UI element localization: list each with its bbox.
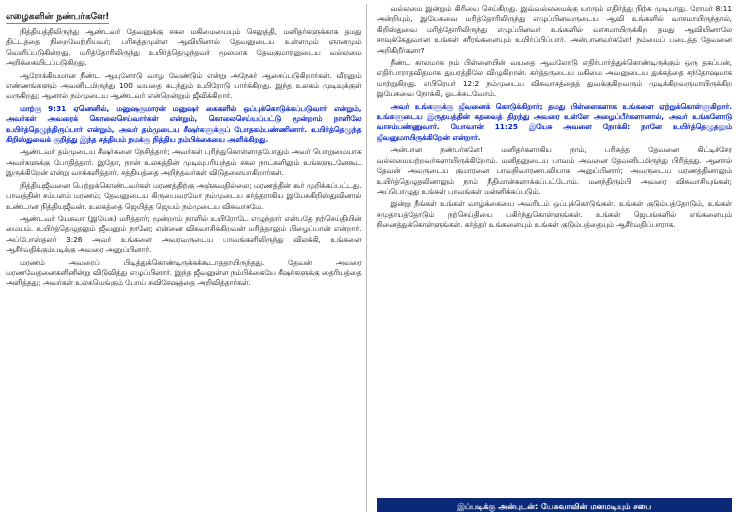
paragraph: இன்று நீங்கள் உங்கள் வாழ்க்கையை அவரிடம் ஒப்புக்கொடுங்கள். உங்கள் குடும்பத்தோடும், உங்கள் சமுதாயத்தோடும் நற்செய்தியை பகிர்ந்துகொள்ளுங்கள். உங்கள் ஜெபங்களில் எங்களையும் நினைத்துக்கொள்ளுங்கள். கர்த்தர் உங்களையும் உங்கள் குடும்பத்தையும் ஆசீர்வதிப்பாராக. (376, 199, 732, 230)
signature-footer: இப்படிக்கு அன்புடன்: யேசுவாவின் மனமடியும் சபை (377, 498, 733, 512)
scripture-paragraph: மாற்கு 9:31 ஏனெனில், மனுஷகுமாரன் மனுஷர் கைகளில் ஒப்புக்கொடுக்கப்படுவார் என்றும், அவர்கள் அவரைக் கொலைசெய்வார்கள் என்றும், கொலைசெய்யப்பட்டு மூன்றாம் நாளிலே உயிர்த்தெழுந்திருப்பார் என்றும், அவர் தம்முடைய சீஷர்களுக்குப் போதகம்பண்ணினார். உயிர்த்தெழுந்த கிறிஸ்துவைக் குறித்து இந்த சத்தியம் நமக்கு நித்திய நம்பிக்கையை அளிக்கிறது. (6, 103, 362, 145)
left-column (6, 4, 367, 512)
paragraph: மரணம் அவரைப் பிடித்துக்கொண்டிருக்கக்கூடாததாயிருந்தது. தேவன் அவரை மரணவேதனைகளினின்று விடுவித்து எழுப்பினார். இந்த ஜீவனுள்ள நம்பிக்கையே சீஷர்களுக்கு தைரியத்தை அளித்தது; அவர்கள் உலகமெங்கும் போய் சுவிசேஷத்தை அறிவித்தார்கள். (6, 257, 362, 288)
paragraph: அன்பான நண்பர்களே! மனிதர்களாகிய நாம், பரிசுத்த தேவனை கிட்டிச்சேர வல்லமையற்றவர்களாயிருக்கிறோம். மனிதனுடைய பாவம் அவனை தேவனிடமிருந்து பிரித்தது. ஆனால் தேவன் அவருடைய குமாரனை பாவநிவாரணபலியாக அனுப்பினார்; அவருடைய மரணத்தினாலும் உயிர்த்தெழுதலினாலும் நாம் நீதிமான்களாக்கப்பட்டோம். மனந்திரும்பி அவரை விசுவாசியுங்கள்; அப்பொழுது உங்கள் பாவங்கள் மன்னிக்கப்படும். (376, 145, 732, 196)
greeting-heading: எழைகளின் நண்பர்களே! (6, 12, 110, 22)
paragraph: நித்தியத்திலிருந்து ஆண்டவர் தேவனுக்கு சகல மகிமையையும் செலுத்தி, மனிதர்களுக்காக தமது திட்டத்தை நிறைவேற்றியவர்; பரிசுத்தமுள்ள ஆவியினால் தேவனுடைய உள்ளமும் ஞானமும் வெளிப்படுகின்றது. மரித்தோரிலிருந்து உயிர்த்தெழுந்தவர் மூலமாக தேவகுமாரனுடைய வல்லமை அறிக்கையிடப்படுகிறது. (6, 27, 362, 68)
right-column (377, 4, 733, 512)
paragraph: ஆரோக்கியமான நீண்ட ஆயுளோடு வாழ வேண்டும் என்று அநேகர் ஆசைப்படுகிறார்கள். வீரனும் எண்ணங்களும் அவனிடமிருந்து 100 வயதை கடந்தும் உயிரோடு பார்க்கிறது. இந்த உலகம் முடிவுக்குள் வருகிறது; ஆனால் நம்முடைய ஆண்டவர் என்றென்றும் ஜீவிக்கிறார். (6, 70, 362, 101)
paragraph: நீண்ட காலமாக நம் பிள்ளையின் வயதை ஆவலோடு எதிர்பார்த்துக்கொண்டிருக்கும் ஒரு தகப்பன், எதிர்பாராதவிதமாக துயரத்திலே விழுகிறான். கர்த்தருடைய மகிமை அவனுடைய துக்கத்தை சந்தோஷமாக மாற்றுகிறது. எபிரெயர் 12:2 நம்முடைய விசுவாசத்தைத் துவக்குகிறவரும் முடிக்கிறவருமாயிருக்கிற இயேசுவை நோக்கி, ஓடக்கடவோம். (376, 58, 732, 99)
paragraph: வல்லமை இன்றும் கிரியை செய்கிறது. இவ்வல்லமைக்கு யாரும் எதிர்த்து நிற்க முடியாது. ரோமர் 8:11 அன்றியும், இயேசுவை மரித்தோரிலிருந்து எழுப்பினவருடைய ஆவி உங்களில் வாசமாயிருந்தால், கிறிஸ்துவை மரித்தோரிலிருந்து எழுப்பினவர் உங்களில் வாசமாயிருக்கிற தமது ஆவியினாலே சாவுக்கேதுவான உங்கள் சரீரங்களையும் உயிர்ப்பிப்பார். அன்பானவர்களே! நம்மைப் படைத்த தேவனை அறிகிறீர்களா? (376, 4, 732, 55)
paragraph: ஆண்டவர் தம்முடைய சீஷர்களை நேசித்தார்; அவர்கள் புரிந்துகொள்ளாதபோதும் அவர் பொறுமையாக அவர்களுக்கு போதித்தார். இதோ, நான் உலகத்தின் முடிவுபரியந்தம் சகல நாட்களிலும் உங்களுடனேகூட இருக்கிறேன் என்று வாக்களித்தார். சத்தியத்தை அறிந்தவர்கள் விடுதலையாகிறார்கள். (6, 147, 362, 178)
paragraph: ஆண்டவர் யேசுவா (இயேசு) மரித்தார்; மூன்றாம் நாளில் உயிரோடே எழுந்தார் என்பதே நற்செய்தியின் மையம். உயிர்த்தெழுதலும் ஜீவனும் நானே; என்னை விசுவாசிக்கிறவன் மரித்தாலும் பிழைப்பான் என்றார். அப்போஸ்தலர் 3:26 அவர் உங்களை அவரவருடைய பாவங்களிலிருந்து விலக்கி, உங்களை ஆசீர்வதிக்கும்படிக்கு அவரை அனுப்பினார். (6, 213, 362, 255)
scripture-paragraph: அவர் உங்களுக்கு ஜீவனைக் கொடுக்கிறார்; தமது பிள்ளைகளாக உங்களை ஏற்றுக்கொள்ளுகிறார். உங்களுடைய இருதயத்தின் கதவைத் திறந்து அவரை உள்ளே அழைப்பீர்களானால், அவர் உங்களோடு வாசம்பண்ணுவார். யோவான் 11:25 இயேசு அவளை நோக்கி: நானே உயிர்த்தெழுதலும் ஜீவனுமாயிருக்கிறேன் என்றார். (376, 101, 732, 142)
paragraph: நித்தியஜீவனை பெற்றுக்கொண்டவர்கள் மரணத்திற்கு அஞ்சுவதில்லை; மரணத்தின் கூர் முறிக்கப்பட்டது. பாவத்தின் சம்பளம் மரணம்; தேவனுடைய கிருபைவரமோ நம்முடைய கர்த்தராகிய இயேசுகிறிஸ்துவினால் உண்டான நித்தியஜீவன். உலகத்தை ஜெயித்த ஜெயம் நம்முடைய விசுவாசமே. (6, 180, 362, 211)
